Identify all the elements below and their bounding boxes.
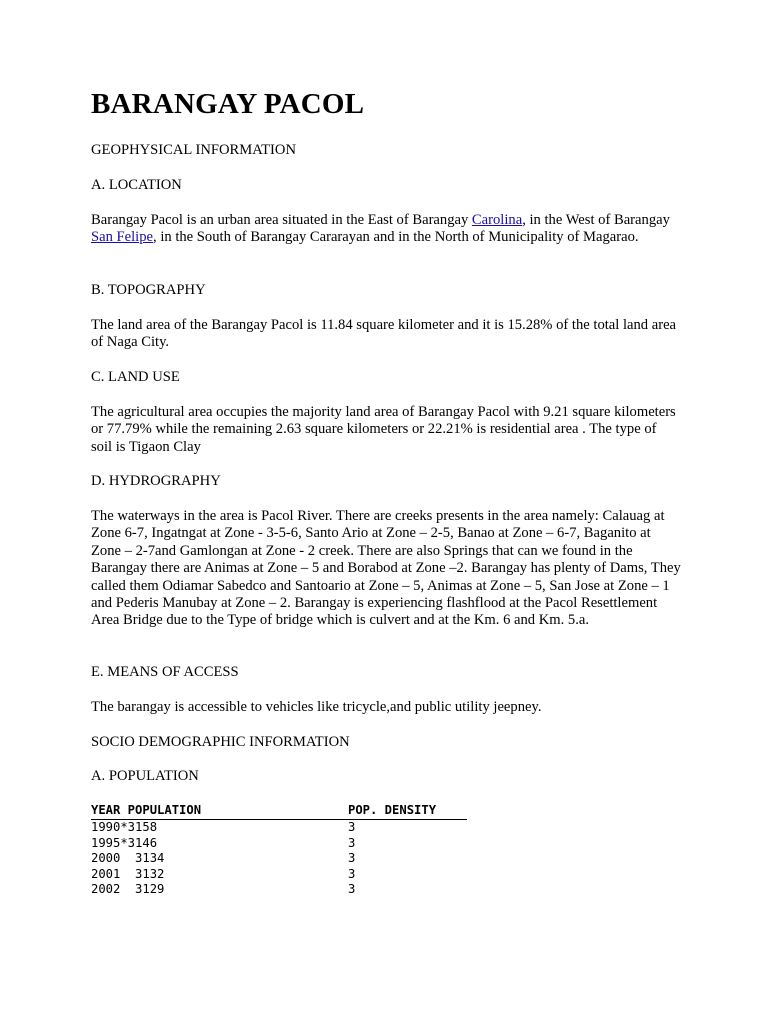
table-row [91,867,467,883]
year-population-cell: 2001 3132 [91,866,165,881]
location-text-2: , in the West of Barangay [522,212,670,228]
access-heading: E. MEANS OF ACCESS [91,664,239,680]
access-paragraph: The barangay is accessible to vehicles like tricycle,and public utility jeepney. [91,699,542,715]
topography-heading: B. TOPOGRAPHY [91,282,206,298]
location-paragraph [91,212,681,247]
year-population-cell: 1990*3158 [91,820,158,834]
column-header-pop-density: POP. DENSITY [348,803,437,817]
page-title: BARANGAY PACOL [91,88,365,120]
hydrography-paragraph: The waterways in the area is Pacol River. There are creeks presents in the area namely: Calauag at Zone 6-7, Ingatngat at Zone - 3-5-6, Santo Ario at Zone – 2-5, Banao at Zone – 6-7, Baganito at Zone – 2-7and Gamlongan at Zone - 2 creek. There are also Springs that can we found in the Barangay there are Animas at Zone – 5 and Borabod at Zone –2. Barangay has plenty of Dams, They called them Odiamar Sabedco and Santoario at Zone – 5, Animas at Zone – 5, San Jose at Zone – 1 and Pederis Manubay at Zone – 2. Barangay is experiencing flashflood at the Pacol Resettlement Area Bridge due to the Type of bridge which is culvert and at the Km. 6 and Km. 5.a. [91,508,681,629]
hydrography-heading: D. HYDROGRAPHY [91,473,221,489]
table-row [91,851,467,867]
san-felipe-link[interactable]: San Felipe [91,229,154,246]
location-heading: A. LOCATION [91,177,182,193]
table-row [91,820,467,836]
year-population-cell: 2000 3134 [91,851,165,866]
table-header [91,803,467,820]
table-row [91,836,467,852]
topography-paragraph: The land area of the Barangay Pacol is 11.84 square kilometer and it is 15.28% of the total land area of Naga City. [91,317,677,351]
population-table [91,803,467,898]
year-population-cell: 1995*3146 [91,835,158,850]
year-population-cell: 2002 3129 [91,882,165,897]
pop-density-cell: 3 [348,851,356,866]
location-text-1: Barangay Pacol is an urban area situated in the East of Barangay [91,212,472,228]
table-row [91,882,467,898]
carolina-link[interactable]: Carolina [471,212,523,228]
pop-density-cell: 3 [348,882,356,897]
land-use-paragraph: The agricultural area occupies the majority land area of Barangay Pacol with 9.21 square kilometers or 77.79% while the remaining 2.63 square kilometers or 22.21% is residential area . The type of soil is Tigaon Clay [91,404,676,455]
pop-density-cell: 3 [348,866,356,881]
geophysical-heading: GEOPHYSICAL INFORMATION [91,142,296,158]
socio-demographic-heading: SOCIO DEMOGRAPHIC INFORMATION [91,734,350,750]
column-header-year-population: YEAR POPULATION [91,803,202,817]
location-text-3: , in the South of Barangay Cararayan and in the North of Municipality of Magarao. [153,229,639,246]
pop-density-cell: 3 [348,835,356,850]
population-heading: A. POPULATION [91,768,199,784]
pop-density-cell: 3 [348,820,356,834]
land-use-heading: C. LAND USE [91,369,180,385]
